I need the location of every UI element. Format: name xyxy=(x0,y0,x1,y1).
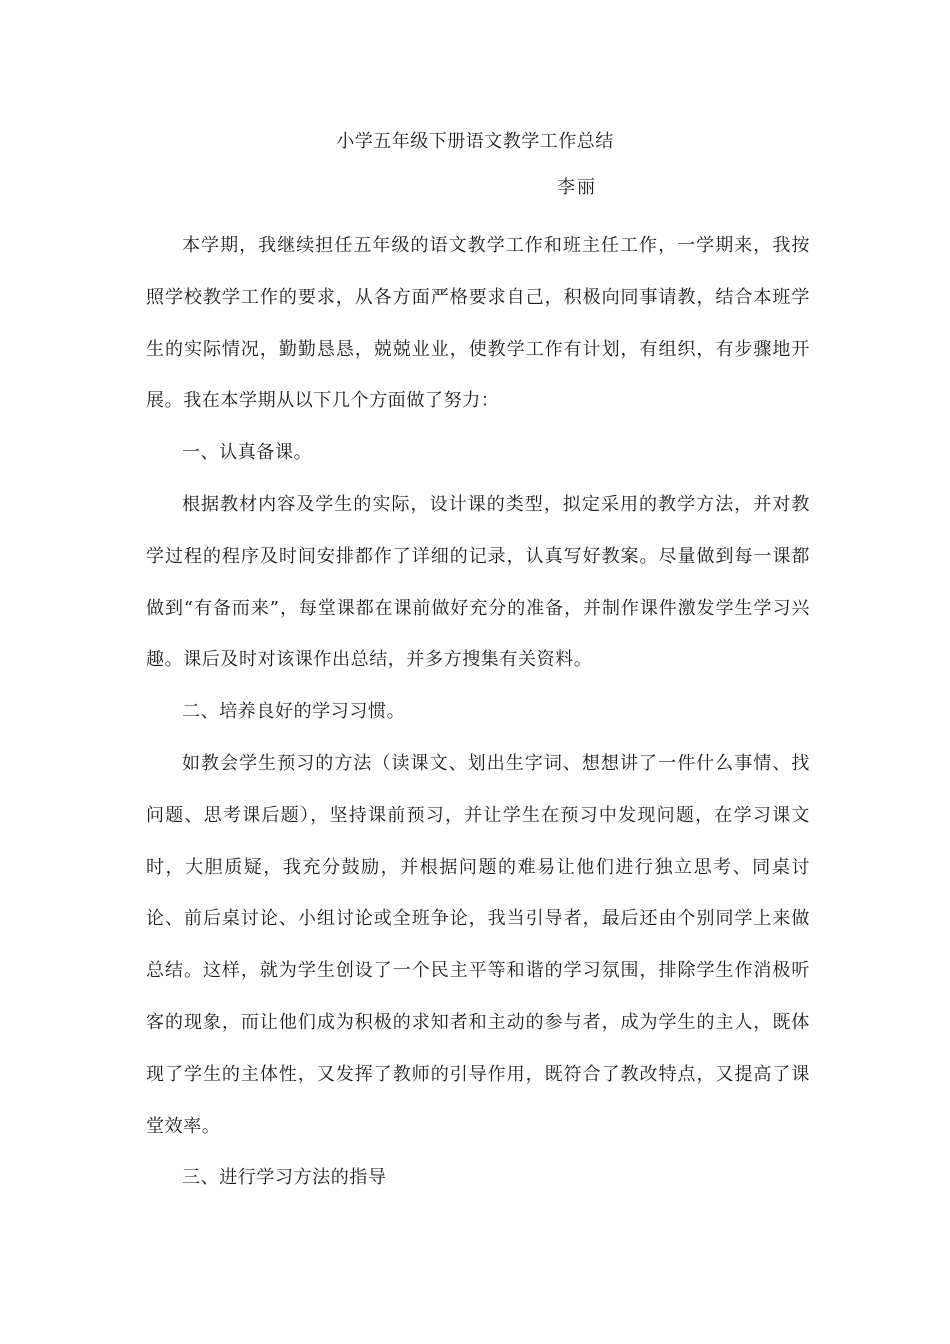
section-heading-1: 一、认真备课。 xyxy=(182,442,313,464)
paragraph-study-habits: 如教会学生预习的方法（读课文、划出生字词、想想讲了一件什么事情、找问题、思考课后题），坚持课前预习，并让学生在预习中发现问题，在学习课文时，大胆质疑，我充分鼓励，并根据问题的难易让他们进行独立思考、同桌讨论、前后桌讨论、小组讨论或全班争论，我当引导者，最后还由个别同学上来做总结。这样，就为学生创设了一个民主平等和谐的学习氛围，排除学生作消极听客的现象，而让他们成为积极的求知者和主动的参与者，成为学生的主人，既体现了学生的主体性，又发挥了教师的引导作用，既符合了教改特点，又提高了课堂效率。 xyxy=(146,752,810,1137)
section-heading-3: 三、进行学习方法的指导 xyxy=(182,1167,387,1189)
section-heading-2: 二、培养良好的学习习惯。 xyxy=(182,701,406,723)
document-title: 小学五年级下册语文教学工作总结 xyxy=(336,131,614,152)
document-author: 李丽 xyxy=(557,177,597,198)
paragraph-intro: 本学期，我继续担任五年级的语文教学工作和班主任工作，一学期来，我按照学校教学工作的要求，从各方面严格要求自己，积极向同事请教，结合本班学生的实际情况，勤勤恳恳，兢兢业业，使教学工作有计划，有组织，有步骤地开展。我在本学期从以下几个方面做了努力： xyxy=(146,235,810,412)
paragraph-lesson-prep: 根据教材内容及学生的实际，设计课的类型，拟定采用的教学方法，并对教学过程的程序及时间安排都作了详细的记录，认真写好教案。尽量做到每一课都做到“有备而来”，每堂课都在课前做好充分的准备，并制作课件激发学生学习兴趣。课后及时对该课作出总结，并多方搜集有关资料。 xyxy=(146,493,810,671)
document-body xyxy=(146,220,810,1204)
